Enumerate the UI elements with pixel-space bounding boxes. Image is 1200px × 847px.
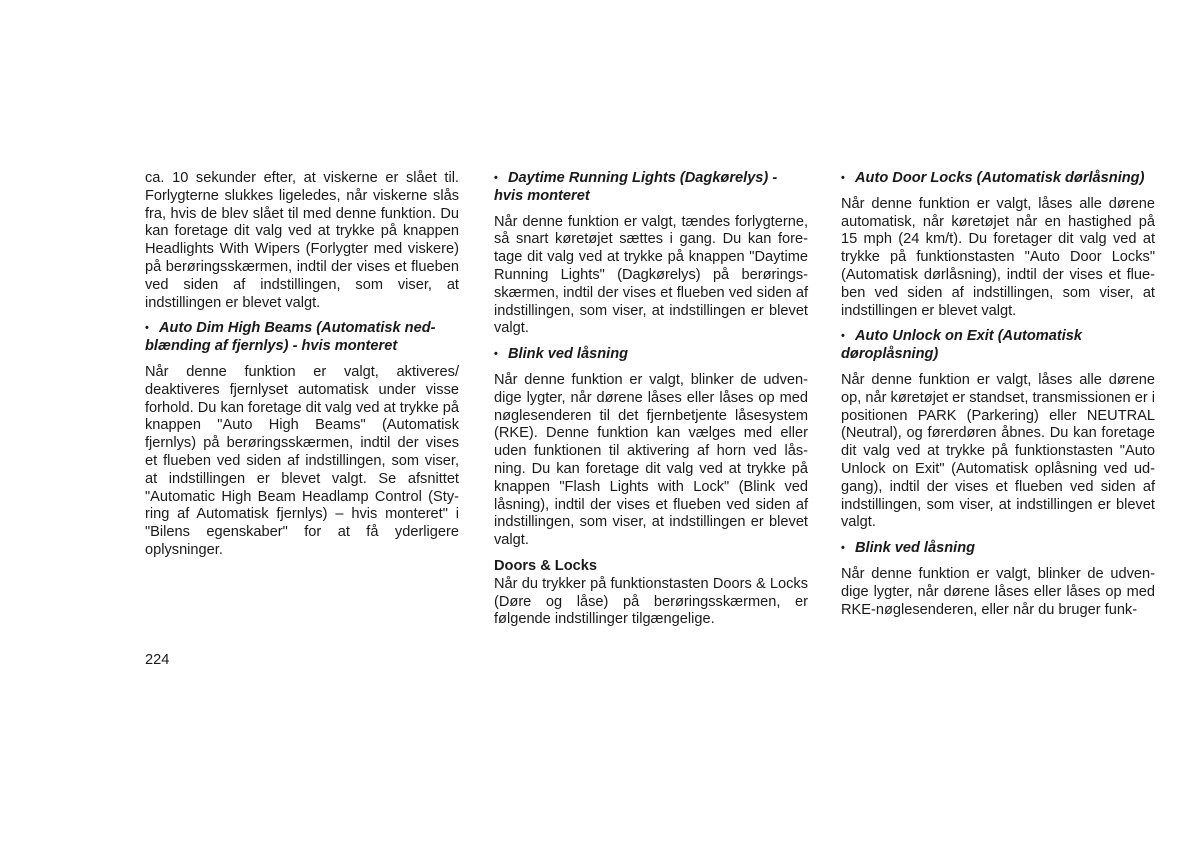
heading-auto-dim-high-beams	[145, 320, 459, 356]
bullet-icon: •	[841, 542, 845, 555]
paragraph-doors-locks: Når du trykker på funktionstasten Doors & Locks (Døre og låse) på berøringsskærmen, er følgende indstillinger tilgængelige.	[494, 575, 808, 628]
column-right	[841, 170, 1155, 619]
heading-text: Daytime Running Lights (Dagkørelys) - hvis monteret	[494, 170, 778, 204]
heading-flash-lights-lock-2	[841, 540, 1155, 558]
heading-doors-locks: Doors & Locks	[494, 557, 597, 574]
heading-text: Auto Dim High Beams (Automatisk nedblænding af fjernlys) - hvis monteret	[145, 320, 436, 355]
heading-text: Blink ved låsning	[508, 346, 629, 363]
paragraph-auto-unlock-exit: Når denne funktion er valgt, låses alle dørene op, når køretøjet er standset, transmissionen er i positionen PARK (Parkering) eller NEUTRAL (Neutral), og førerdøren åbnes. Du kan foretage dit valg ved at trykke på funktionstasten "Auto Unlock on Exit" (Automatisk oplåsning ved udgang), indtil der vises et flueben ved siden af indstillingen, som viser, at indstillingen er blevet valgt.	[841, 371, 1155, 531]
column-middle	[494, 170, 808, 629]
heading-text: Auto Door Locks (Automatisk dørlåsning)	[855, 170, 1145, 186]
paragraph-flash-lights-lock-2: Når denne funktion er valgt, blinker de udvendige lygter, når dørene låses eller låses op med RKE-nøglesenderen, eller når du bruger funk-	[841, 565, 1155, 618]
bullet-icon: •	[494, 348, 498, 361]
bullet-icon: •	[494, 172, 498, 184]
paragraph-flash-lights-lock: Når denne funktion er valgt, blinker de udvendige lygter, når dørene låses eller låses op med nøglesenderen til det fjernbetjente låsesystem (RKE). Denne funktion kan vælges med eller uden funktionen til aktivering af horn ved låsning. Du kan foretage dit valg ved at trykke på knappen "Flash Lights with Lock" (Blink ved låsning), indtil der vises et flueben ved siden af indstillingen, som viser, at indstillingen er blevet valgt.	[494, 371, 808, 549]
heading-daytime-running-lights	[494, 170, 808, 206]
paragraph-daytime-running-lights: Når denne funktion er valgt, tændes forlygterne, så snart køretøjet sættes i gang. Du kan foretage dit valg ved at trykke på knappen "Daytime Running Lights" (Dagkørelys) på berøringsskærmen, indtil der vises et flueben ved siden af indstillingen, som viser, at indstillingen er blevet valgt.	[494, 213, 808, 337]
heading-text: Blink ved låsning	[855, 540, 976, 557]
heading-auto-unlock-exit	[841, 328, 1155, 364]
bullet-icon: •	[841, 172, 845, 184]
paragraph-auto-door-locks: Når denne funktion er valgt, låses alle dørene automatisk, når køretøjet når en hastighed på 15 mph (24 km/t). Du foretager dit valg ved at trykke på funktionstasten "Auto Door Locks" (Automatisk dørlåsning), indtil der vises et flueben ved siden af indstillingen, som viser, at indstillingen er blevet valgt.	[841, 195, 1155, 319]
bullet-icon: •	[145, 322, 149, 335]
paragraph-auto-dim-high-beams: Når denne funktion er valgt, aktiveres/ deaktiveres fjernlyset automatisk under visse forhold. Du kan foretage dit valg ved at trykke på knappen "Auto High Beams" (Automatisk fjernlys) på berøringsskærmen, indtil der vises et flueben ved siden af indstillingen, som viser, at indstillingen er blevet valgt. Se afsnittet "Automatic High Beam Headlamp Control (Styring af Automatisk fjernlys) – hvis monteret" i "Bilens egenskaber" for at få yderligere oplysninger.	[145, 363, 459, 558]
paragraph-wipers-continuation: ca. 10 sekunder efter, at viskerne er slået til. Forlygterne slukkes ligeledes, når viskerne slås fra, hvis de blev slået til med denne funktion. Du kan foretage dit valg ved at trykke på knappen Headlights With Wipers (Forlygter med viskere) på berøringsskærmen, indtil der vises et flueben ved siden af indstillingen, som viser, at indstillingen er blevet valgt.	[145, 170, 459, 311]
heading-text: Auto Unlock on Exit (Automatisk døroplåsning)	[841, 328, 1083, 363]
page-number: 224	[145, 652, 170, 668]
heading-auto-door-locks	[841, 170, 1155, 188]
bullet-icon: •	[841, 330, 845, 343]
column-left	[145, 170, 459, 560]
heading-flash-lights-lock	[494, 346, 808, 364]
